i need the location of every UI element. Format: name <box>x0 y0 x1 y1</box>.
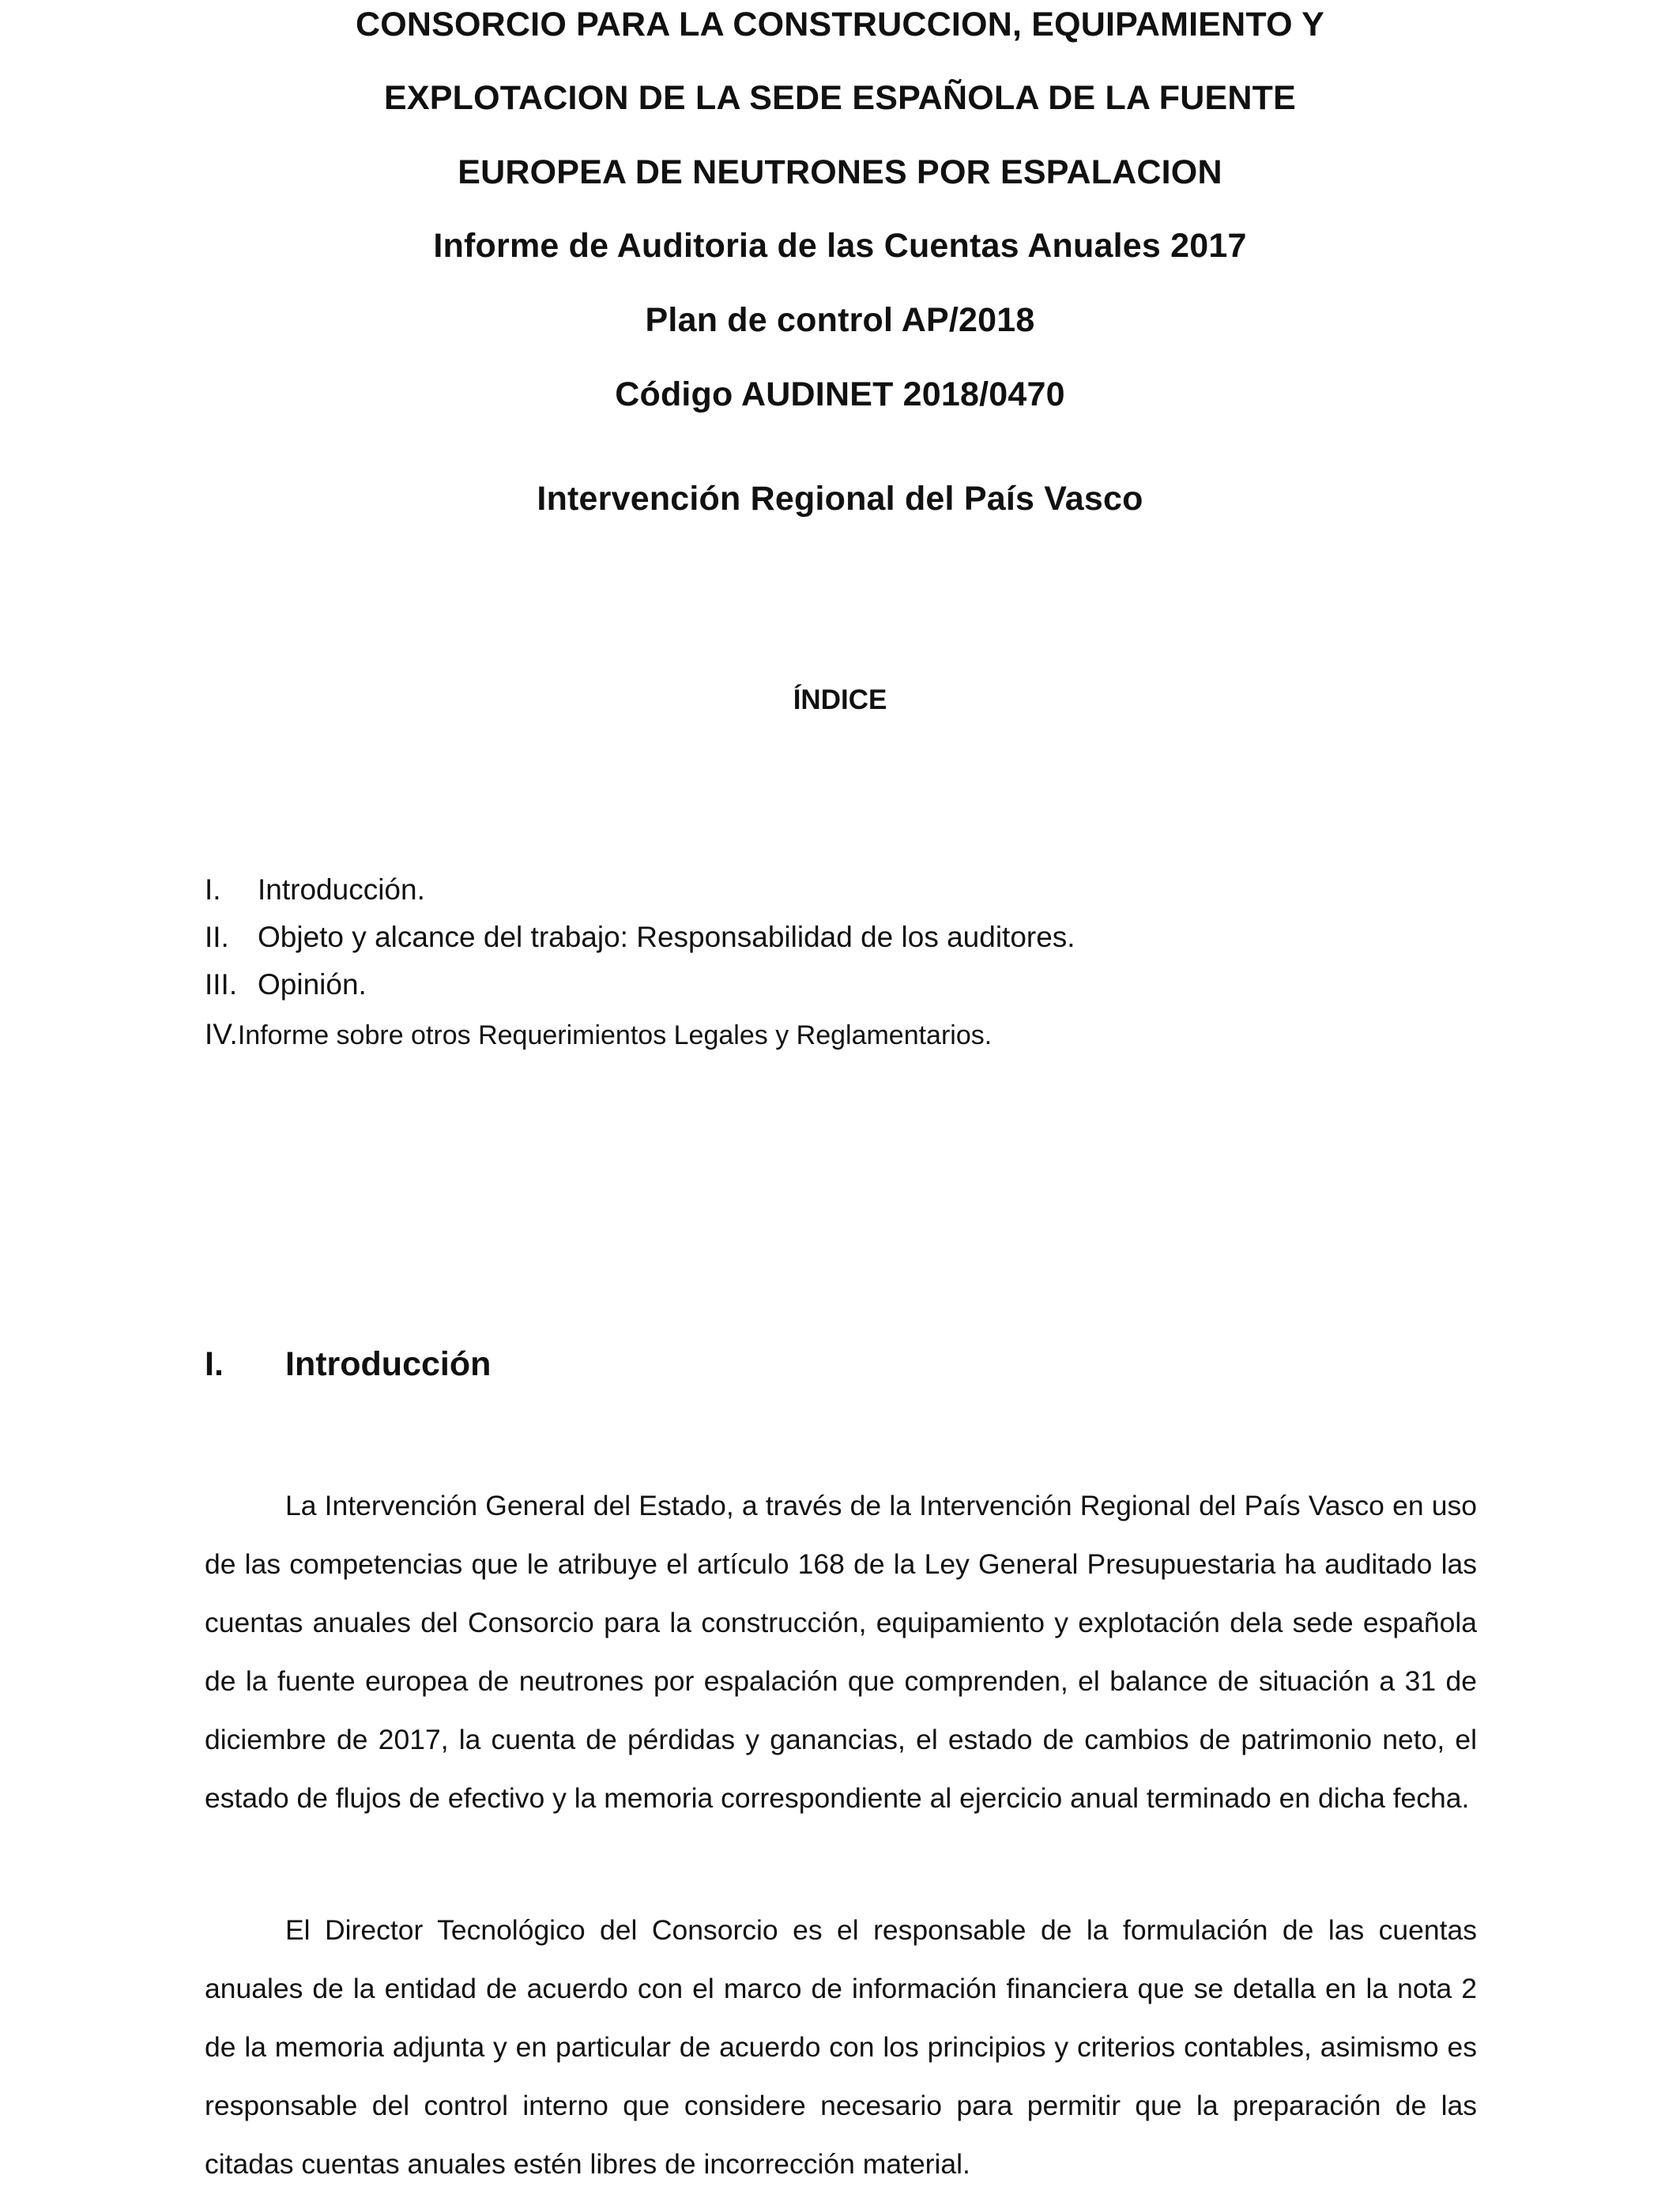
organization-name: Intervención Regional del País Vasco <box>537 480 1143 518</box>
toc-number: I. <box>205 873 221 906</box>
title-line-1: CONSORCIO PARA LA CONSTRUCCION, EQUIPAMIENTO Y <box>355 6 1324 43</box>
toc-number: IV. <box>205 1018 238 1050</box>
toc-text: Opinión. <box>258 968 367 1001</box>
control-plan: Plan de control AP/2018 <box>645 301 1035 339</box>
report-title: Informe de Auditoria de las Cuentas Anuales 2017 <box>433 227 1247 265</box>
toc-text: Introducción. <box>258 873 425 906</box>
toc-item-opinion <box>205 966 367 1004</box>
toc-number: II. <box>205 921 229 953</box>
toc-text: Objeto y alcance del trabajo: Responsabilidad de los auditores. <box>258 921 1075 953</box>
section-heading-introduccion <box>205 1342 491 1386</box>
title-line-3: EUROPEA DE NEUTRONES POR ESPALACION <box>458 153 1222 191</box>
index-heading: ÍNDICE <box>793 684 887 715</box>
paragraph-1: La Intervención General del Estado, a través de la Intervención Regional del País Vasco en uso de las competencias que le atribuye el artículo 168 de la Ley General Presupuestaria ha auditado las cuentas anuales del Consorcio para la construcción, equipamiento y explotación dela sede española de la fuente europea de neutrones por espalación que comprenden, el balance de situación a 31 de diciembre de 2017, la cuenta de pérdidas y ganancias, el estado de cambios de patrimonio neto, el estado de flujos de efectivo y la memoria correspondiente al ejercicio anual terminado en dicha fecha. <box>205 1490 1477 1814</box>
toc-number: III. <box>205 968 238 1001</box>
toc-item-introduccion <box>205 871 425 909</box>
toc-text: Informe sobre otros Requerimientos Legales y Reglamentarios. <box>237 1020 993 1050</box>
audinet-code: Código AUDINET 2018/0470 <box>615 375 1065 413</box>
toc-item-informe <box>205 1016 992 1054</box>
section-number: I. <box>205 1345 224 1383</box>
toc-item-objeto <box>205 918 1075 956</box>
section-title: Introducción <box>285 1345 492 1383</box>
title-line-2: EXPLOTACION DE LA SEDE ESPAÑOLA DE LA FUENTE <box>384 79 1296 117</box>
paragraph-2: El Director Tecnológico del Consorcio es el responsable de la formulación de las cuentas anuales de la entidad de acuerdo con el marco de información financiera que se detalla en la nota 2 de la memoria adjunta y en particular de acuerdo con los principios y criterios contables, asimismo es responsable del control interno que considere necesario para permitir que la preparación de las citadas cuentas anuales estén libres de incorrección material. <box>205 1914 1477 2180</box>
